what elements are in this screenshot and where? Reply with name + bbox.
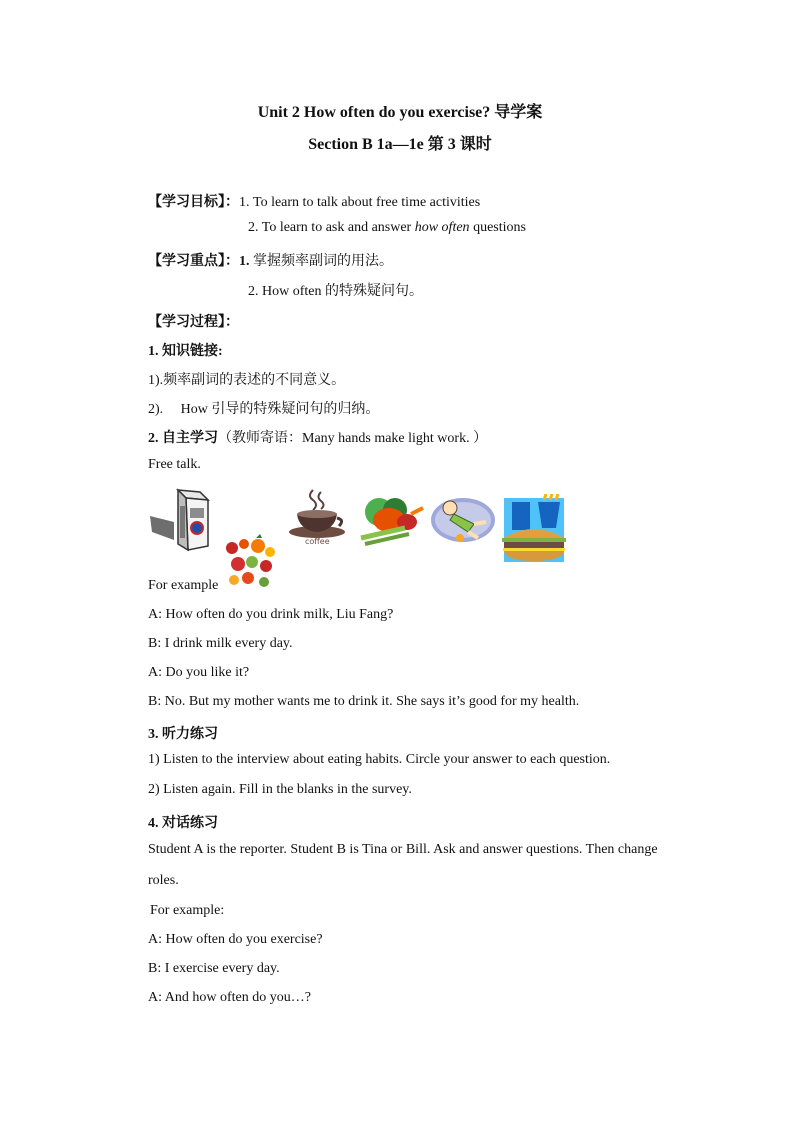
section-3-heading: 3. 听力练习 — [148, 727, 218, 742]
free-talk-label: Free talk. — [148, 457, 201, 472]
goals-label: 【学习目标】： — [148, 195, 239, 210]
section-1-heading: 1. 知识链接: — [148, 344, 223, 359]
pair-work-instruction-2: roles. — [148, 873, 179, 888]
section-2-heading: 2. 自主学习 — [148, 431, 218, 446]
dialog-2-line-2: B: I exercise every day. — [148, 961, 280, 976]
sleeping-boy-icon — [430, 490, 496, 546]
listening-task-1: 1) Listen to the interview about eating habits. Circle your answer to each question. — [148, 752, 611, 767]
page-title: Unit 2 How often do you exercise? 导学案 — [257, 104, 543, 121]
goals-item-2: 2. To learn to ask and answer how often questions — [248, 220, 526, 235]
page-subtitle: Section B 1a—1e 第 3 课时 — [308, 136, 492, 153]
dialog-1-line-2: B: I drink milk every day. — [148, 636, 293, 651]
dialog-2-line-1: A: How often do you exercise? — [148, 932, 323, 947]
teacher-note: （教师寄语：Many hands make light work. ） — [218, 431, 488, 446]
pair-work-instruction-1: Student A is the reporter. Student B is Tina or Bill. Ask and answer questions. Then change — [148, 842, 658, 857]
dialog-1-line-1: A: How often do you drink milk, Liu Fang? — [148, 607, 394, 622]
section-2-heading-row — [148, 427, 487, 447]
dialog-1-line-4: B: No. But my mother wants me to drink it. She says it’s good for my health. — [148, 694, 580, 709]
listening-task-2: 2) Listen again. Fill in the blanks in the survey. — [148, 782, 412, 797]
key-points-item-1: 掌握频率副词的用法。 — [249, 254, 393, 269]
for-example-label-2: For example: — [150, 903, 225, 918]
milk-carton-icon — [148, 486, 214, 552]
process-label: 【学习过程】： — [148, 315, 239, 330]
vegetables-icon — [355, 490, 425, 548]
section-1-point-1: 1).频率副词的表述的不同意义。 — [148, 373, 346, 388]
coffee-cup-icon — [283, 488, 349, 546]
key-points-item-2: 2. How often 的特殊疑问句。 — [248, 284, 423, 299]
hamburger-icon — [498, 494, 570, 566]
for-example-label-1: For example — [148, 578, 219, 593]
svg-text:coffee: coffee — [305, 537, 330, 546]
dialog-1-line-3: A: Do you like it? — [148, 665, 250, 680]
goals-item-1: 1. To learn to talk about free time activities — [239, 195, 481, 210]
section-1-point-2: 2). How 引导的特殊疑问句的归纳。 — [148, 402, 380, 417]
dialog-2-line-3: A: And how often do you…? — [148, 990, 311, 1005]
key-points-label: 【学习重点】： — [148, 254, 239, 269]
goals-section — [148, 191, 480, 211]
key-points-section: 【学习重点】：1. 掌握频率副词的用法。 — [148, 254, 393, 269]
fruit-pile-icon — [220, 534, 282, 592]
section-4-heading: 4. 对话练习 — [148, 816, 218, 831]
